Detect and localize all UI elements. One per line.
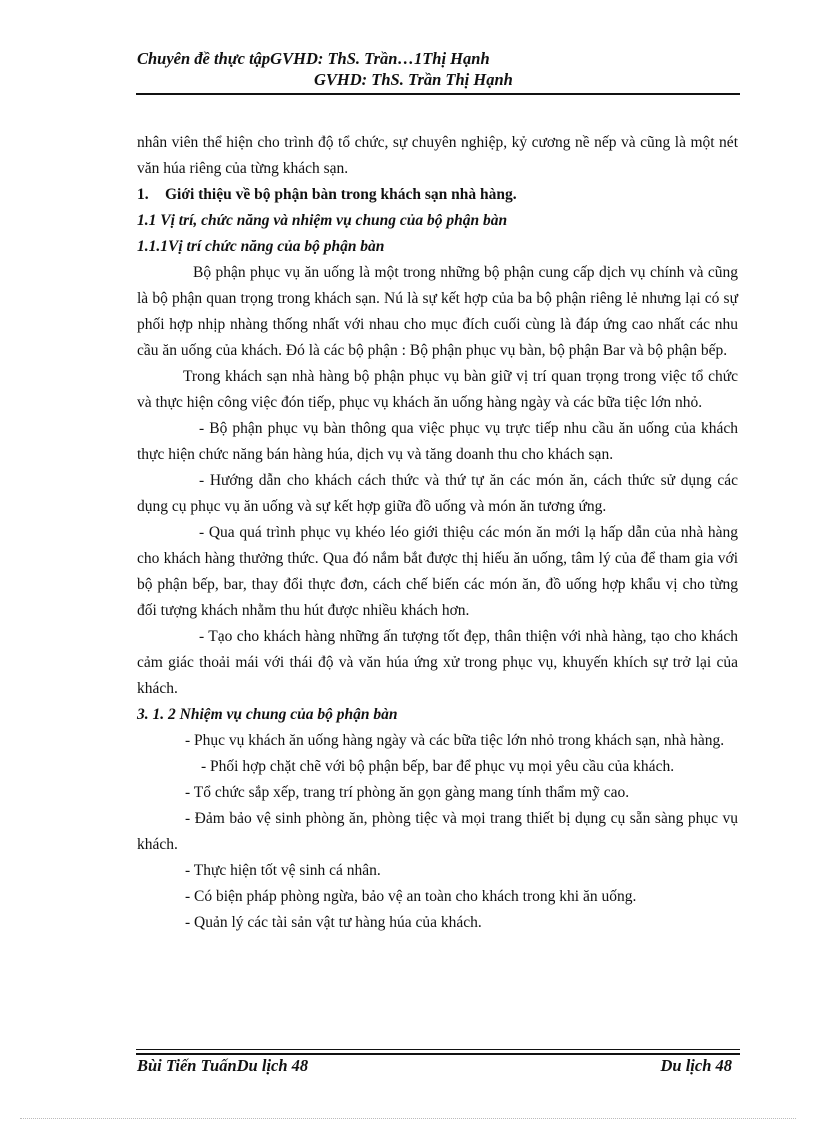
header-rule [136,93,740,95]
page-bottom-edge [20,1118,796,1119]
duty-item-7: - Quản lý các tài sản vật tư hàng húa của khách. [185,914,482,931]
section-number: 1. [137,186,149,203]
duty-item-3: - Tổ chức sắp xếp, trang trí phòng ăn gọn gàng mang tính thẩm mỹ cao. [185,784,630,801]
duty-item-1: - Phục vụ khách ăn uống hàng ngày và các bữa tiệc lớn nhỏ trong khách sạn, nhà hàng. [185,732,725,749]
footer-course: Du lịch 48 [660,1056,732,1075]
duty-item-5: - Thực hiện tốt vệ sinh cá nhân. [185,862,381,879]
footer-rule-thin [136,1049,740,1050]
duty-item-6: - Có biện pháp phòng ngừa, bảo vệ an toàn cho khách trong khi ăn uống. [185,888,637,905]
duty-item-2: - Phối hợp chặt chẽ với bộ phận bếp, bar để phục vụ mọi yêu cầu của khách. [201,758,675,775]
footer-rule-thick [136,1053,740,1055]
subsection-heading-3-1-2: 3. 1. 2 Nhiệm vụ chung của bộ phận bàn [137,706,398,723]
page-body [137,130,738,936]
running-header-line1: Chuyên đề thực tậpGVHD: ThS. Trần…1Thị Hạnh [137,49,490,68]
paragraph-3: - Bộ phận phục vụ bàn thông qua việc phục vụ trực tiếp nhu cầu ăn uống của khách thực hiện chức năng bán hàng húa, dịch vụ và tăng doanh thu cho khách sạn. [137,420,738,463]
paragraph-6: - Tạo cho khách hàng những ấn tượng tốt đẹp, thân thiện với nhà hàng, tạo cho khách cảm giác thoải mái với thái độ và văn húa ứng xử trong phục vụ, khuyến khích sự trở lại của khách. [137,628,738,697]
intro-paragraph: nhân viên thể hiện cho trình độ tổ chức, sự chuyên nghiệp, kỷ cương nề nếp và cũng là một nét văn húa riêng của từng khách sạn. [137,134,738,177]
duty-item-4: - Đảm bảo vệ sinh phòng ăn, phòng tiệc và mọi trang thiết bị dụng cụ sẵn sàng phục vụ khách. [137,810,738,853]
paragraph-4: - Hướng dẫn cho khách cách thức và thứ tự ăn các món ăn, cách thức sử dụng các dụng cụ phục vụ ăn uống và sự kết hợp giữa đồ uống và món ăn tương ứng. [137,472,738,515]
paragraph-2: Trong khách sạn nhà hàng bộ phận phục vụ bàn giữ vị trí quan trọng trong việc tổ chức và thực hiện công việc đón tiếp, phục vụ khách ăn uống hàng ngày và các bữa tiệc lớn nhỏ. [137,368,738,411]
subsection-heading-1-1-1: 1.1.1Vị trí chức năng của bộ phận bàn [137,238,385,255]
section-heading-1 [137,182,738,208]
subsection-heading-1-1: 1.1 Vị trí, chức năng và nhiệm vụ chung của bộ phận bàn [137,212,508,229]
paragraph-1: Bộ phận phục vụ ăn uống là một trong những bộ phận cung cấp dịch vụ chính và cũng là bộ phận quan trọng trong khách sạn. Nú là sự kết hợp của ba bộ phận riêng lẻ nhưng lại có sự phối hợp nhịp nhàng thống nhất với nhau cho mục đích cuối cùng là đáp ứng cao nhất các nhu cầu ăn uống của khách. Đó là các bộ phận : Bộ phận phục vụ bàn, bộ phận Bar và bộ phận bếp. [137,264,738,359]
running-header-line2: GVHD: ThS. Trần Thị Hạnh [314,70,513,89]
section-title: Giới thiệu về bộ phận bàn trong khách sạn nhà hàng. [165,186,517,203]
footer-author: Bùi Tiến TuấnDu lịch 48 [137,1056,309,1075]
paragraph-5: - Qua quá trình phục vụ khéo léo giới thiệu các món ăn mới lạ hấp dẫn của nhà hàng cho khách hàng thưởng thức. Qua đó nắm bắt được thị hiếu ăn uống, tâm lý của để tham gia với bộ phận bếp, bar, thay đổi thực đơn, cách chế biến các món ăn, đồ uống hợp khẩu vị cho từng đối tượng khách nhằm thu hút được nhiều khách hơn. [137,524,738,619]
